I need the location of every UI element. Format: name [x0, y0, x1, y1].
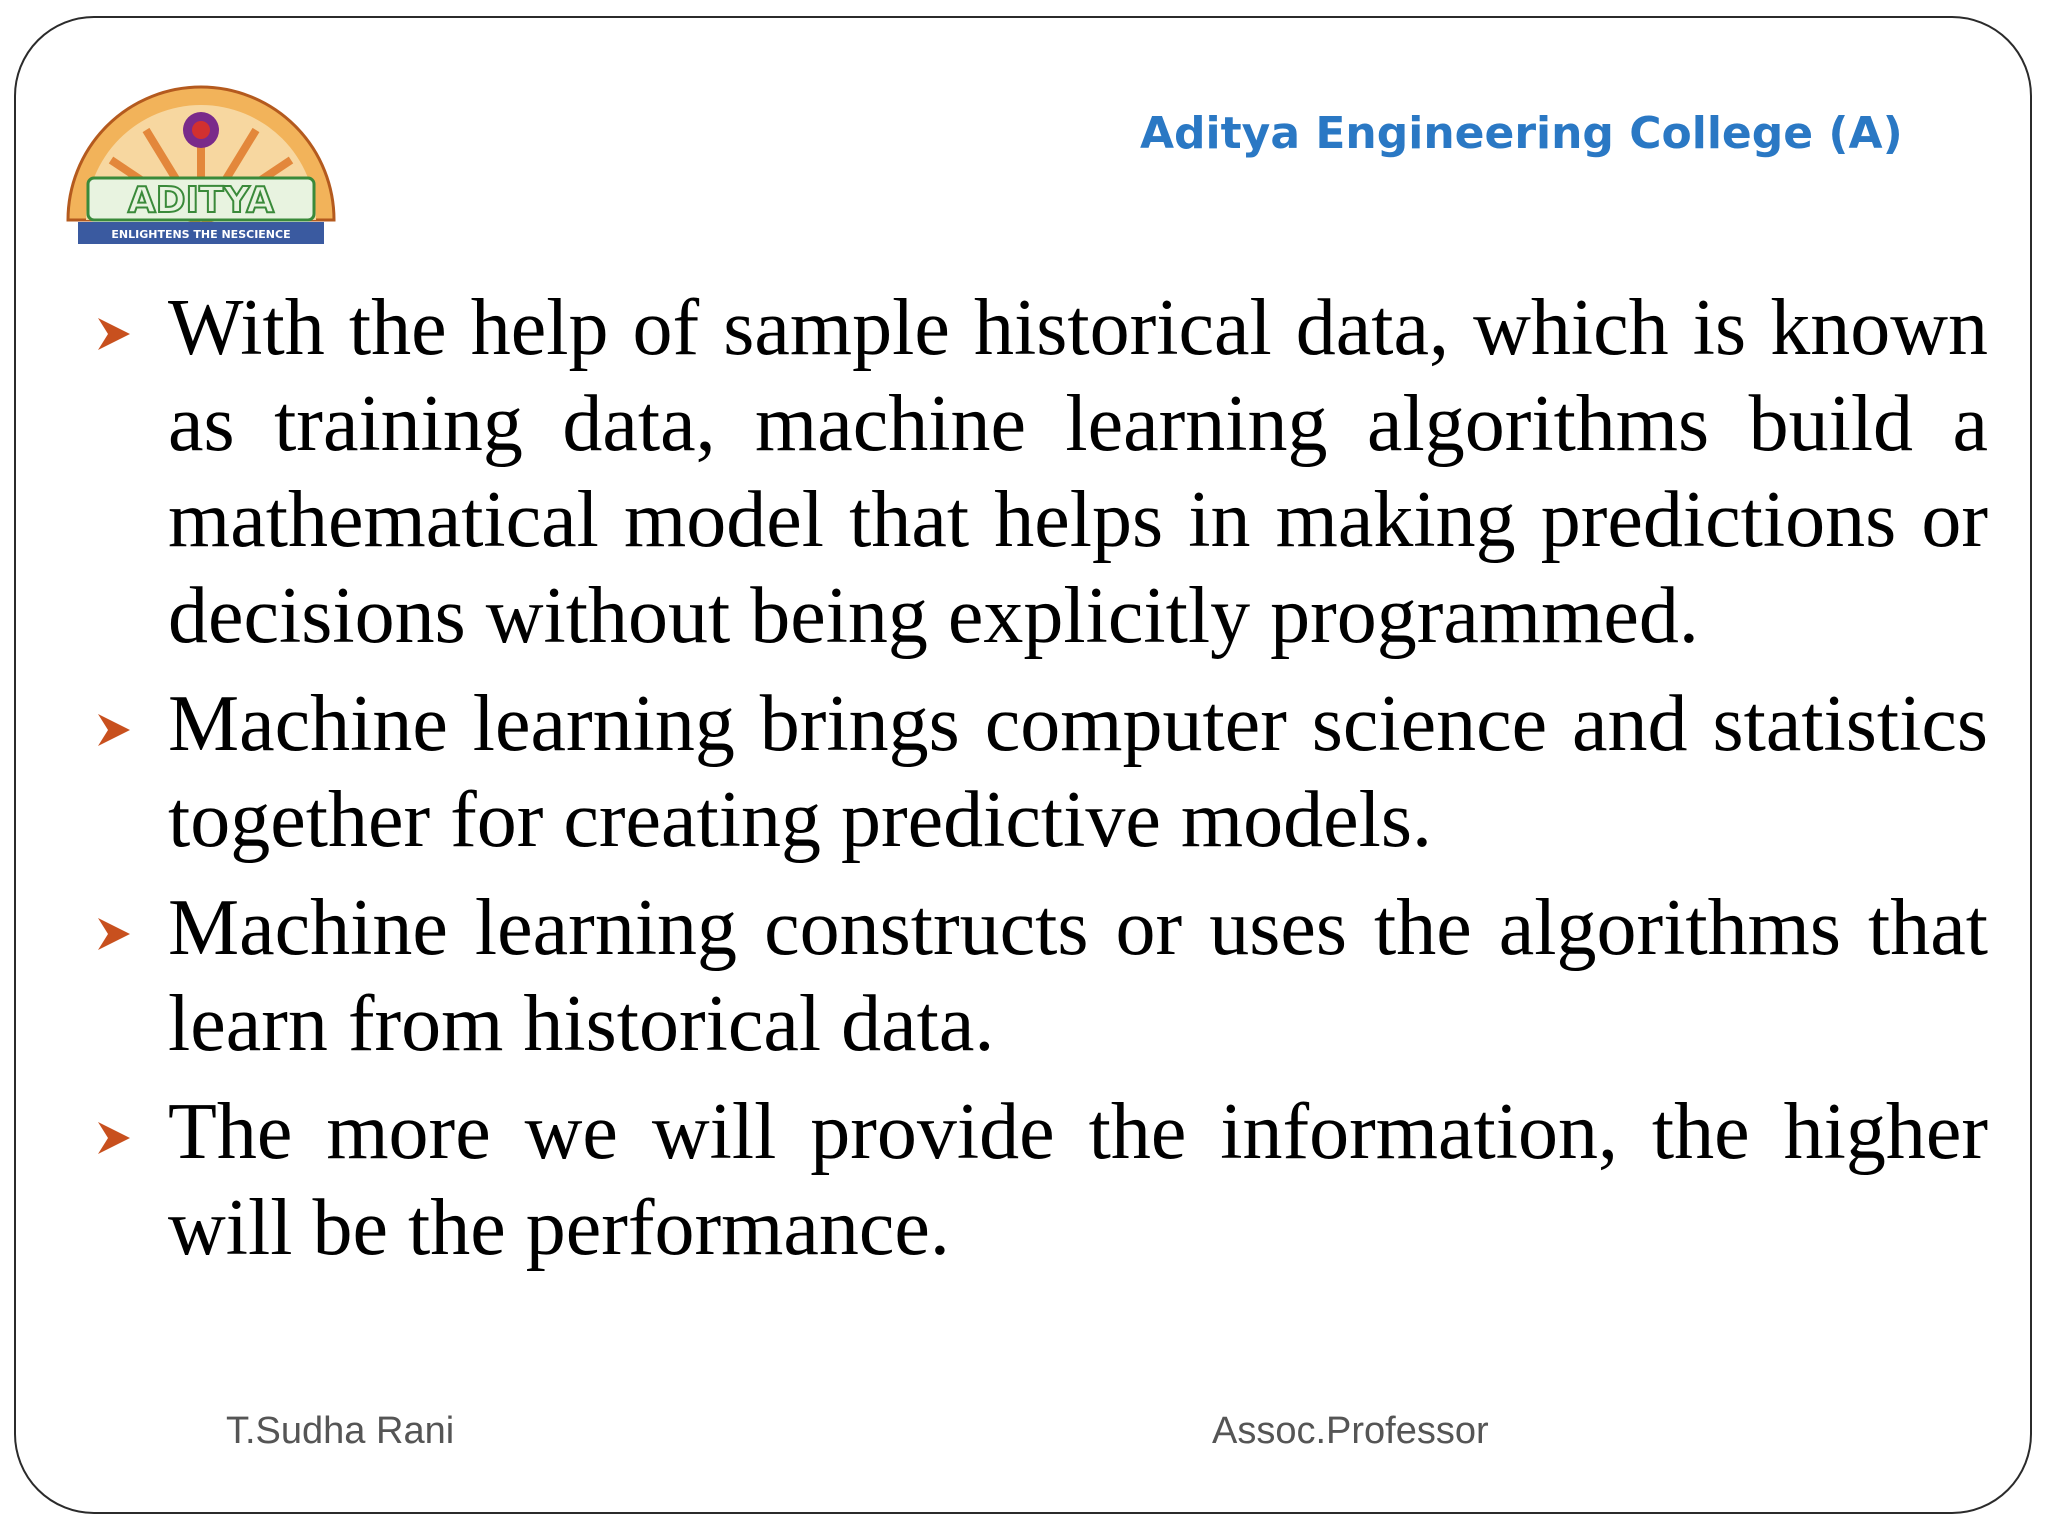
- arrow-bullet-icon: [94, 314, 134, 354]
- bullet-text: Machine learning brings computer science and statistics together for creating predictive models.: [168, 680, 1988, 864]
- footer-designation: Assoc.Professor: [1212, 1410, 1489, 1452]
- logo-wordmark: ADITYA: [127, 180, 275, 221]
- bullet-text: Machine learning constructs or uses the algorithms that learn from historical data.: [168, 884, 1988, 1068]
- arrow-bullet-icon: [94, 914, 134, 954]
- bullet-list: [88, 280, 1988, 1288]
- logo-tagline: ENLIGHTENS THE NESCIENCE: [111, 228, 291, 241]
- college-logo: [56, 60, 346, 260]
- bullet-item: [88, 280, 1988, 664]
- bullet-item: [88, 676, 1988, 868]
- bullet-text: With the help of sample historical data, which is known as training data, machine learning algorithms build a mathematical model that helps in making predictions or decisions without being explicitly programmed.: [168, 284, 1988, 660]
- bullet-item: [88, 1084, 1988, 1276]
- footer-author: T.Sudha Rani: [226, 1410, 455, 1452]
- bullet-text: The more we will provide the information, the higher will be the performance.: [168, 1088, 1988, 1272]
- bullet-item: [88, 880, 1988, 1072]
- arrow-bullet-icon: [94, 710, 134, 750]
- arrow-bullet-icon: [94, 1118, 134, 1158]
- college-name: Aditya Engineering College (A): [1140, 108, 1903, 159]
